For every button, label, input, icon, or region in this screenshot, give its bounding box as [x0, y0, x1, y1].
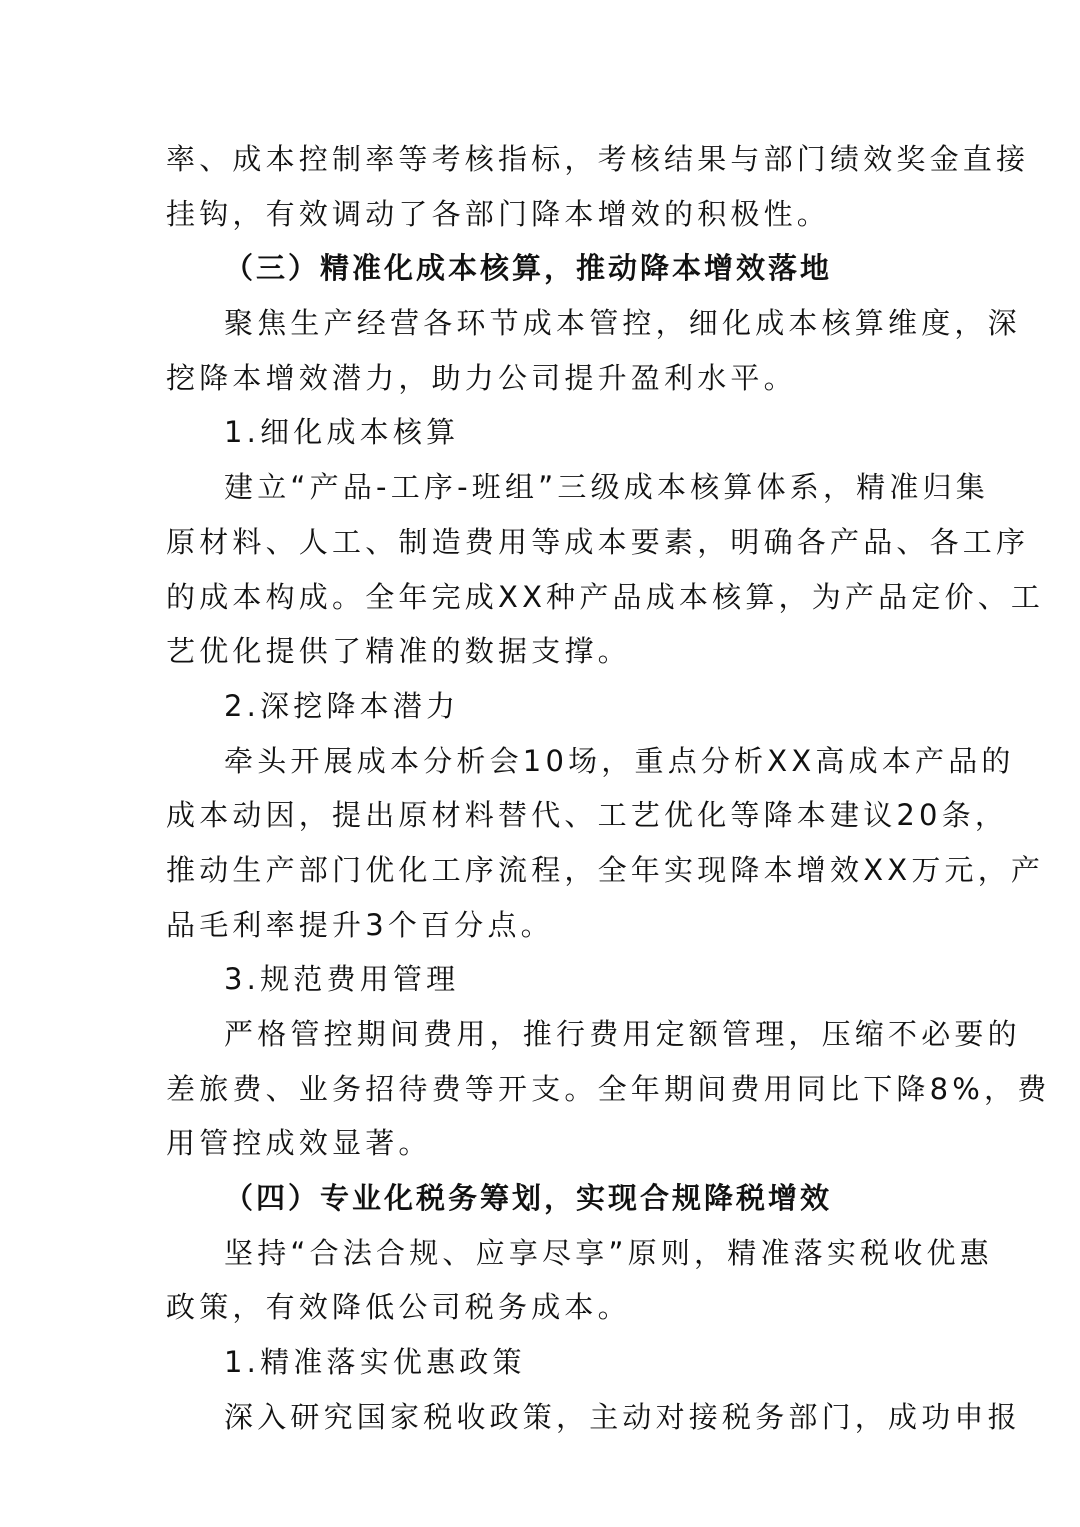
paragraph-line: 的成本构成。全年完成XX种产品成本核算，为产品定价、工	[166, 579, 1045, 614]
paragraph-line: 深入研究国家税收政策，主动对接税务部门，成功申报	[224, 1399, 1021, 1434]
paragraph-line: 挖降本增效潜力，助力公司提升盈利水平。	[166, 360, 797, 395]
paragraph-line: 挂钩，有效调动了各部门降本增效的积极性。	[166, 196, 831, 231]
paragraph-line: 牵头开展成本分析会10场，重点分析XX高成本产品的	[224, 743, 1015, 778]
subsection-heading: 2.深挖降本潜力	[224, 688, 460, 723]
paragraph-line: 严格管控期间费用，推行费用定额管理，压缩不必要的	[224, 1017, 1021, 1051]
subsection-heading: 1.精准落实优惠政策	[224, 1345, 526, 1380]
paragraph-line: 用管控成效显著。	[166, 1126, 432, 1161]
paragraph-line: 品毛利率提升3个百分点。	[166, 907, 554, 942]
subsection-heading: 1.细化成本核算	[224, 415, 460, 450]
paragraph-line: 原材料、人工、制造费用等成本要素，明确各产品、各工序	[166, 524, 1030, 559]
paragraph-line: 成本动因，提出原材料替代、工艺优化等降本建议20条，	[166, 798, 1009, 833]
paragraph-line: 艺优化提供了精准的数据支撑。	[166, 634, 631, 669]
paragraph-line: 聚焦生产经营各环节成本管控，细化成本核算维度，深	[224, 306, 1021, 341]
subsection-heading: 3.规范费用管理	[224, 962, 460, 997]
document-body	[166, 132, 1051, 1445]
section-heading: （三）精准化成本核算，推动降本增效落地	[224, 251, 833, 286]
paragraph-line: 政策，有效降低公司税务成本。	[166, 1290, 631, 1325]
paragraph-line: 推动生产部门优化工序流程，全年实现降本增效XX万元，产	[166, 852, 1045, 887]
paragraph-line: 建立“产品-工序-班组”三级成本核算体系，精准归集	[224, 470, 989, 505]
paragraph-line: 坚持“合法合规、应享尽享”原则，精准落实税收优惠	[224, 1235, 993, 1270]
paragraph-line: 差旅费、业务招待费等开支。全年期间费用同比下降8%，费	[166, 1071, 1051, 1106]
section-heading: （四）专业化税务筹划，实现合规降税增效	[224, 1181, 833, 1216]
paragraph-line: 率、成本控制率等考核指标，考核结果与部门绩效奖金直接	[166, 142, 1030, 176]
